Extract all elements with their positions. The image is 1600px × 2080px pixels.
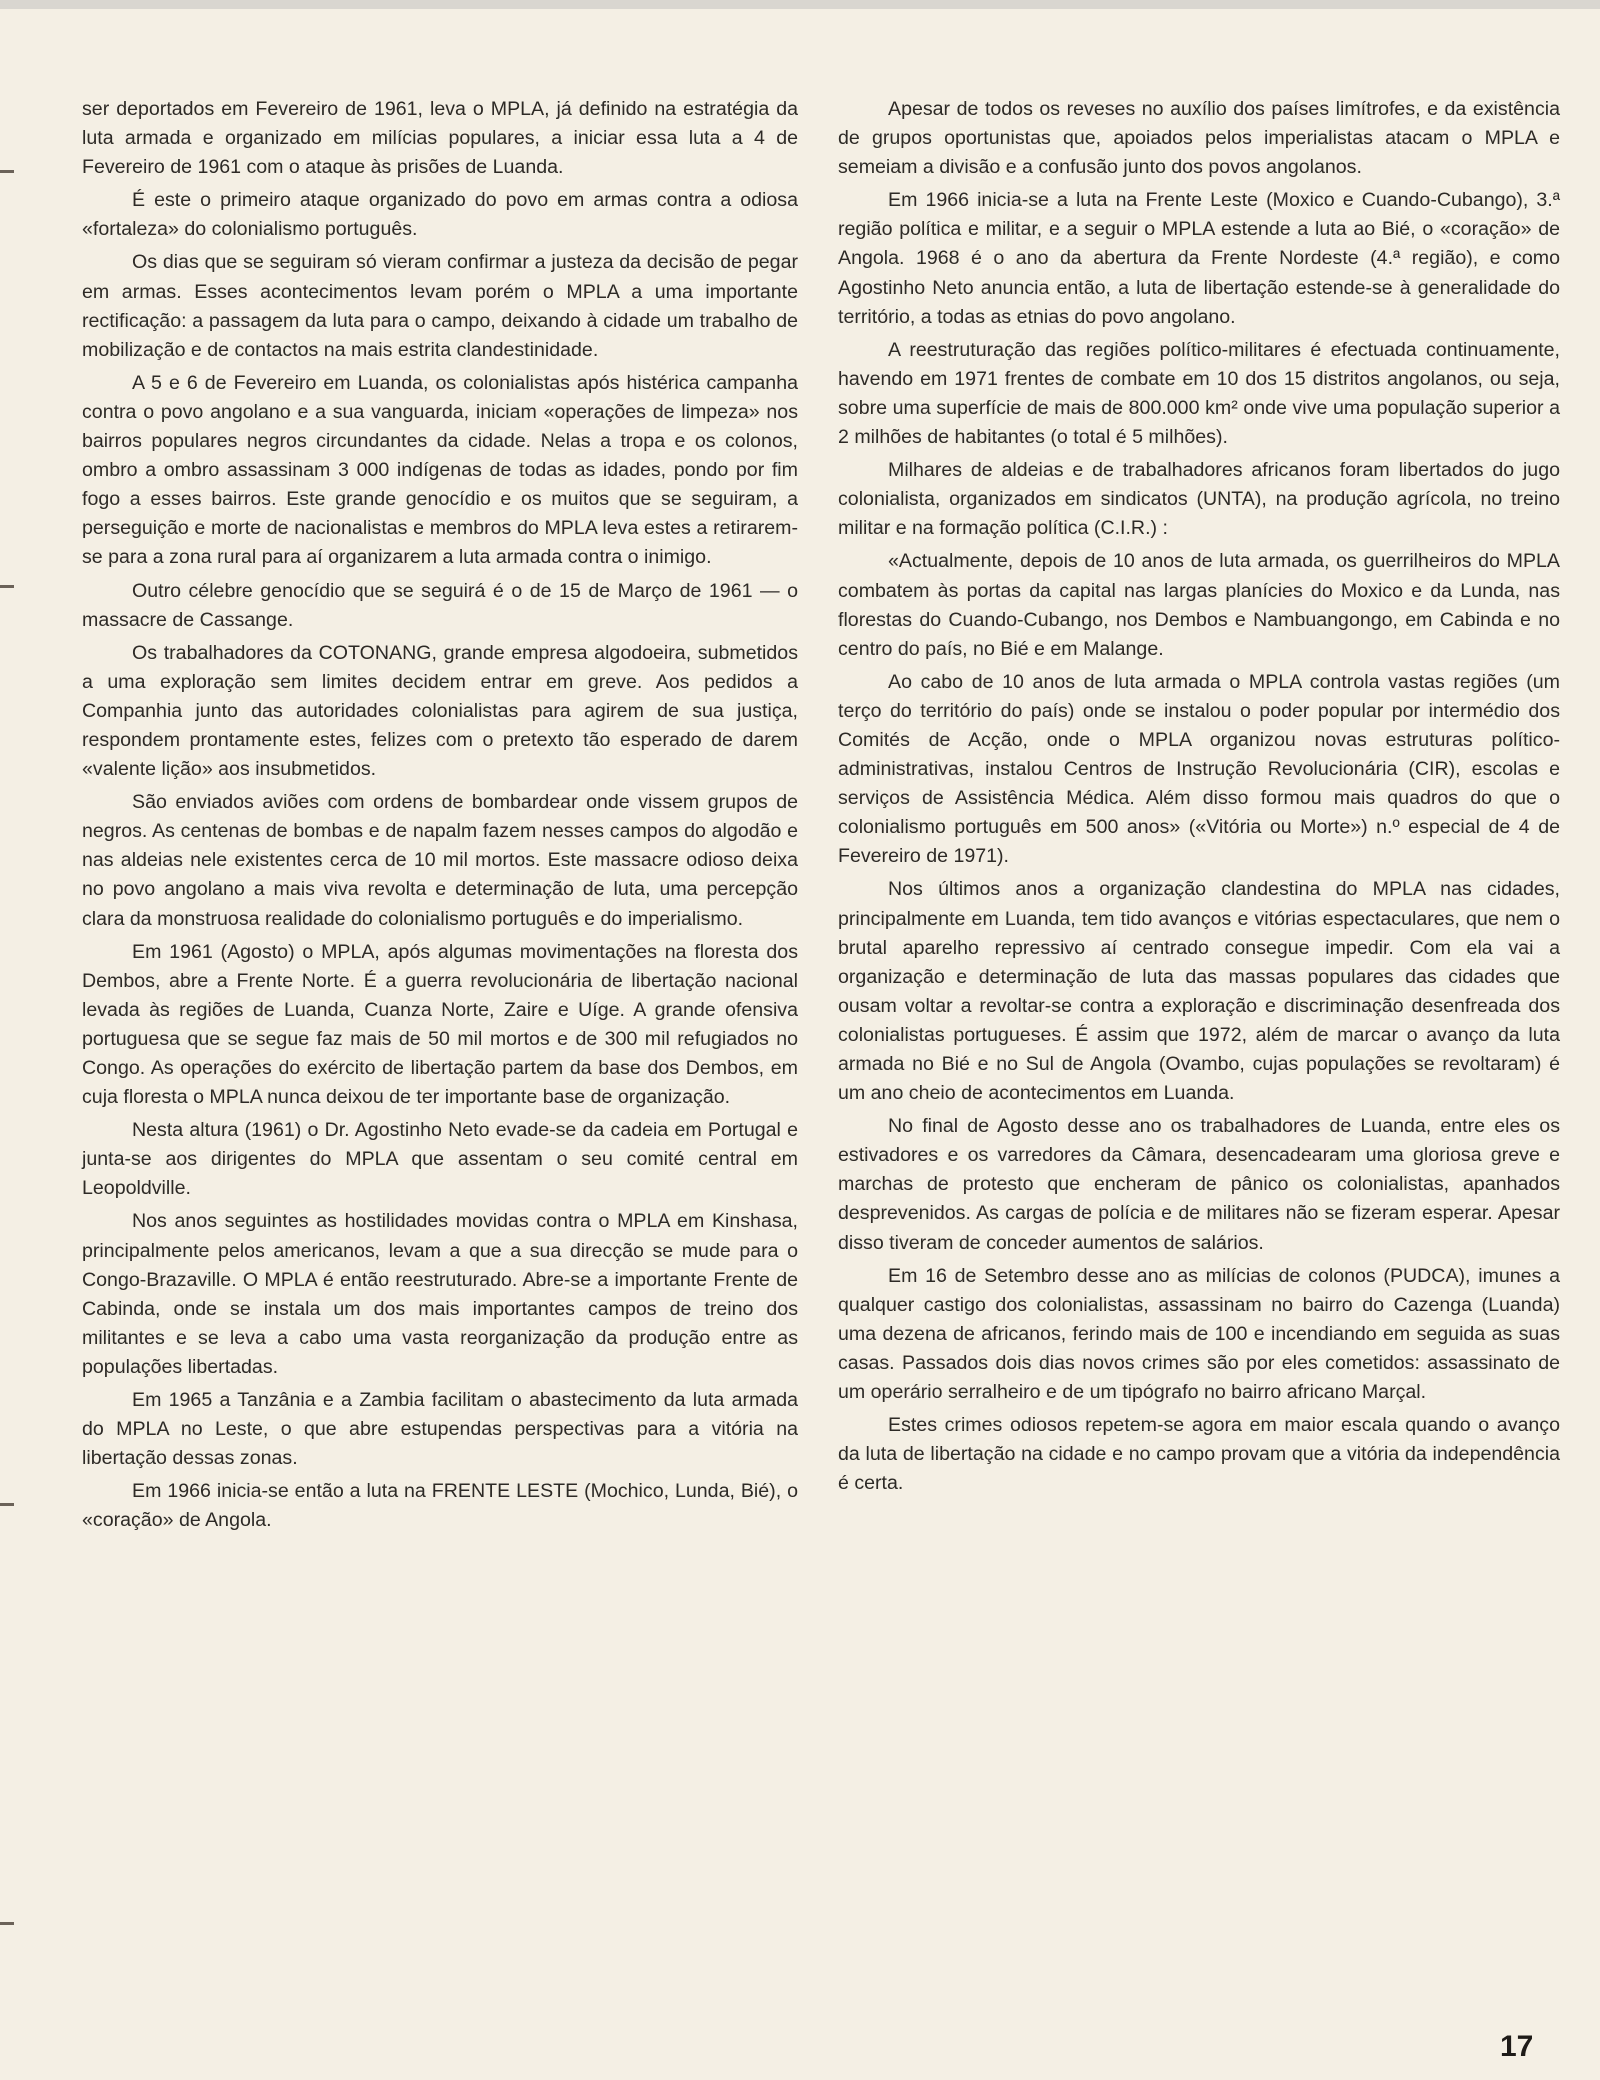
binding-mark [0, 585, 14, 588]
paragraph: No final de Agosto desse ano os trabalhadores de Luanda, entre eles os estivadores e os varredores da Câmara, desencadearam uma gloriosa greve e marchas de protesto que encheram de pânico os colonialistas, apanhados desprevenidos. As cargas de polícia e de militares não se fizeram esperar. Apesar disso tiveram de conceder aumentos de salários. [838, 1115, 1560, 1254]
paragraph: Milhares de aldeias e de trabalhadores africanos foram libertados do jugo colonialista, organizados em sindicatos (UNTA), na produção agrícola, no treino militar e na formação política (C.I.R.) : [838, 459, 1560, 540]
paragraph: Nesta altura (1961) o Dr. Agostinho Neto evade-se da cadeia em Portugal e junta-se aos dirigentes do MPLA que assentam o seu comité central em Leopoldville. [82, 1119, 798, 1200]
paragraph: Nos últimos anos a organização clandestina do MPLA nas cidades, principalmente em Luanda, tem tido avanços e vitórias espectaculares, que nem o brutal aparelho repressivo aí centrado consegue impedir. Com ela vai a organização e determinação de luta das massas populares das cidades que ousam voltar a revoltar-se contra a exploração e discriminação desenfreada dos colonialistas portugueses. É assim que 1972, além de marcar o avanço da luta armada no Bié e no Sul de Angola (Ovambo, cujas populações se revoltaram) é um ano cheio de acontecimentos em Luanda. [838, 878, 1560, 1105]
paragraph: A reestruturação das regiões político-militares é efectuada continuamente, havendo em 1971 frentes de combate em 10 dos 15 distritos angolanos, ou seja, sobre uma superfície de mais de 800.000 km² onde vive uma população superior a 2 milhões de habitantes (o total é 5 milhões). [838, 338, 1560, 449]
paragraph: Os dias que se seguiram só vieram confirmar a justeza da decisão de pegar em armas. Esses acontecimentos levam porém o MPLA a uma importante rectificação: a passagem da luta para o campo, deixando à cidade um trabalho de mobilização e de contactos na mais estrita clandestinidade. [82, 251, 798, 361]
page-number: 17 [1500, 2030, 1534, 2063]
paragraph: Em 1966 inicia-se a luta na Frente Leste (Moxico e Cuando-Cubango), 3.ª região política e militar, e a seguir o MPLA estende a luta ao Bié, o «coração» de Angola. 1968 é o ano da abertura da Frente Nordeste (4.ª região), e como Agostinho Neto anuncia então, a luta de libertação estende-se à generalidade do território, a todas as etnias do povo angolano. [838, 189, 1560, 328]
paragraph: É este o primeiro ataque organizado do povo em armas contra a odiosa «fortaleza» do colonialismo português. [82, 189, 798, 241]
paragraph: ser deportados em Fevereiro de 1961, leva o MPLA, já definido na estratégia da luta armada e organizado em milícias populares, a iniciar essa luta a 4 de Fevereiro de 1961 com o ataque às prisões de Luanda. [82, 98, 798, 179]
paragraph: Outro célebre genocídio que se seguirá é o de 15 de Março de 1961 — o massacre de Cassange. [82, 579, 798, 631]
paragraph: Em 1965 a Tanzânia e a Zambia facilitam o abastecimento da luta armada do MPLA no Leste, o que abre estupendas perspectivas para a vitória na libertação dessas zonas. [82, 1389, 798, 1470]
paragraph: Em 1966 inicia-se então a luta na FRENTE LESTE (Mochico, Lunda, Bié), o «coração» de Angola. [82, 1480, 798, 1532]
paragraph: Nos anos seguintes as hostilidades movidas contra o MPLA em Kinshasa, principalmente pelos americanos, levam a que a sua direcção se mude para o Congo-Brazaville. O MPLA é então reestruturado. Abre-se a importante Frente de Cabinda, onde se instala um dos mais importantes campos de treino dos militantes e se leva a cabo uma vasta reorganização da produção entre as populações libertadas. [82, 1210, 798, 1378]
binding-mark [0, 1922, 14, 1925]
left-column [82, 95, 798, 1540]
paragraph: Estes crimes odiosos repetem-se agora em maior escala quando o avanço da luta de libertação na cidade e no campo provam que a vitória da independência é certa. [838, 1414, 1560, 1495]
paragraph: Ao cabo de 10 anos de luta armada o MPLA controla vastas regiões (um terço do território do país) onde se instalou o poder popular por intermédio dos Comités de Acção, onde o MPLA organizou novas estruturas político-administrativas, instalou Centros de Instrução Revolucionária (CIR), escolas e serviços de Assistência Médica. Além disso formou mais quadros do que o colonialismo português em 500 anos» («Vitória ou Morte») n.º especial de 4 de Fevereiro de 1971). [838, 670, 1560, 868]
scan-top-edge [0, 0, 1600, 9]
quoted-paragraph: «Actualmente, depois de 10 anos de luta armada, os guerrilheiros do MPLA combatem às portas da capital nas largas planícies do Moxico e da Lunda, nas florestas do Cuando-Cubango, nos Dembos e Nambuangongo, em Cabinda e no centro do país, no Bié e em Malange. [838, 550, 1560, 660]
binding-mark [0, 170, 14, 173]
right-column [838, 95, 1560, 1502]
binding-mark [0, 1503, 14, 1506]
paragraph: Apesar de todos os reveses no auxílio dos países limítrofes, e da existência de grupos oportunistas que, apoiados pelos imperialistas atacam o MPLA e semeiam a divisão e a confusão junto dos povos angolanos. [838, 98, 1560, 179]
paragraph: A 5 e 6 de Fevereiro em Luanda, os colonialistas após histérica campanha contra o povo angolano e a sua vanguarda, iniciam «operações de limpeza» nos bairros populares negros circundantes da cidade. Nelas a tropa e os colonos, ombro a ombro assassinam 3 000 indígenas de todas as idades, pondo por fim fogo a esses bairros. Este grande genocídio e os muitos que se seguiram, a perseguição e morte de nacionalistas e membros do MPLA leva estes a retirarem-se para a zona rural para aí organizarem a luta armada contra o inimigo. [82, 371, 798, 569]
paragraph: Em 16 de Setembro desse ano as milícias de colonos (PUDCA), imunes a qualquer castigo dos colonialistas, assassinam no bairro do Cazenga (Luanda) uma dezena de africanos, ferindo mais de 100 e incendiando em seguida as suas casas. Passados dois dias novos crimes são por eles cometidos: assassinato de um operário serralheiro e de um tipógrafo no bairro africano Marçal. [838, 1264, 1560, 1404]
paragraph: São enviados aviões com ordens de bombardear onde vissem grupos de negros. As centenas de bombas e de napalm fazem nesses campos do algodão e nas aldeias nele existentes cerca de 10 mil mortos. Este massacre odioso deixa no povo angolano a mais viva revolta e determinação de luta, uma percepção clara da monstruosa realidade do colonialismo português e do imperialismo. [82, 791, 798, 930]
paragraph: Os trabalhadores da COTONANG, grande empresa algodoeira, submetidos a uma exploração sem limites decidem entrar em greve. Aos pedidos a Companhia junto das autoridades colonialistas para agirem de sua justiça, respondem prontamente estes, felizes com o pretexto tão esperado de darem «valente lição» aos insubmetidos. [82, 641, 798, 781]
paragraph: Em 1961 (Agosto) o MPLA, após algumas movimentações na floresta dos Dembos, abre a Frente Norte. É a guerra revolucionária de libertação nacional levada às regiões de Luanda, Cuanza Norte, Zaire e Uíge. A grande ofensiva portuguesa que se segue faz mais de 50 mil mortos e de 300 mil refugiados no Congo. As operações do exército de libertação partem da base dos Dembos, em cuja floresta o MPLA nunca deixou de ter importante base de organização. [82, 940, 798, 1109]
